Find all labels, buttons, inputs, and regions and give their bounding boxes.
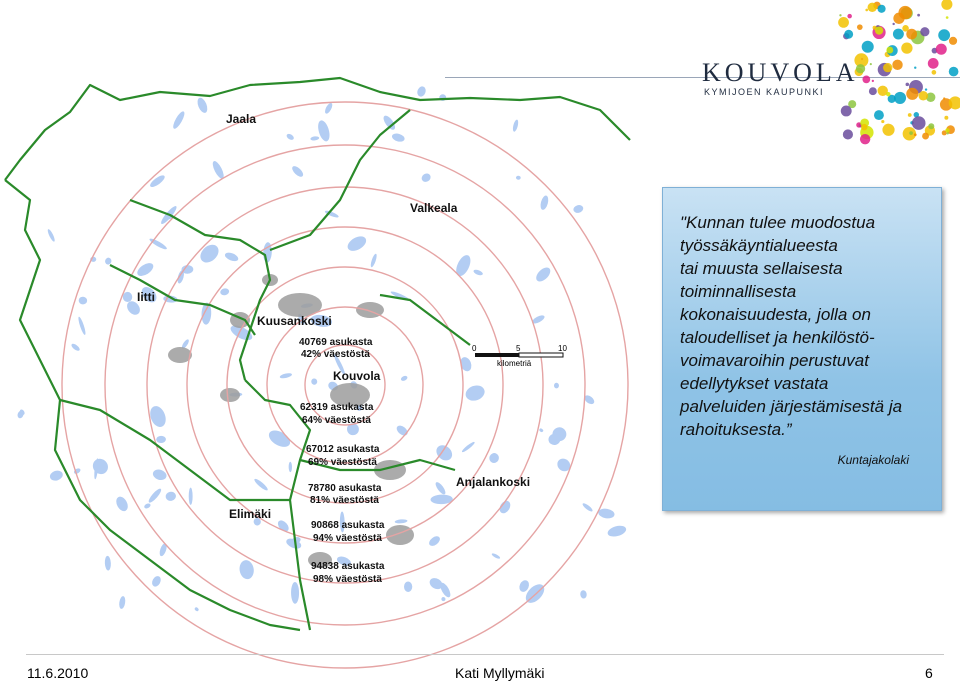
- lake: [49, 469, 64, 482]
- place-label-jaala: Jaala: [226, 112, 257, 126]
- border-line: [60, 400, 290, 500]
- lake: [197, 241, 222, 266]
- lake: [606, 524, 627, 539]
- lake: [582, 502, 594, 513]
- lake: [143, 502, 151, 509]
- lake: [290, 164, 305, 178]
- scale-unit: kilometriä: [497, 359, 532, 368]
- lake: [539, 195, 549, 211]
- lake: [156, 436, 166, 444]
- lake: [104, 556, 111, 571]
- ring-5-share: 94% väestöstä: [313, 533, 382, 544]
- quote-box: [662, 187, 942, 511]
- lake: [512, 119, 519, 132]
- border-line: [245, 380, 310, 630]
- lake: [70, 343, 81, 353]
- lake: [279, 372, 292, 379]
- lake: [196, 96, 210, 114]
- place-label-iitti: Iitti: [137, 290, 155, 304]
- lake: [118, 596, 126, 610]
- place-label-anjalankoski: Anjalankoski: [456, 475, 531, 489]
- lake: [491, 552, 501, 559]
- border-line: [5, 78, 630, 180]
- lake: [289, 462, 292, 472]
- ring-1-population: 40769 asukasta: [299, 337, 373, 348]
- place-label-kuusankoski: Kuusankoski: [257, 314, 332, 328]
- lake: [211, 160, 226, 181]
- ring-6-share: 98% väestöstä: [313, 574, 382, 585]
- lake: [539, 428, 544, 433]
- lake: [171, 110, 186, 130]
- lake: [78, 296, 87, 304]
- logo-name: KOUVOLA: [702, 58, 859, 87]
- border-line: [380, 295, 470, 345]
- ring-4-population: 78780 asukasta: [308, 483, 382, 494]
- lake: [516, 176, 521, 180]
- lake: [291, 582, 299, 604]
- place-label-valkeala: Valkeala: [410, 201, 458, 215]
- lake: [47, 228, 56, 242]
- lake: [461, 441, 476, 454]
- lake: [598, 508, 616, 520]
- ring-6-population: 94838 asukasta: [311, 561, 385, 572]
- scale-start: 0: [472, 344, 477, 353]
- urban-area: [386, 525, 414, 545]
- lake: [220, 287, 230, 296]
- footer-date: 11.6.2010: [27, 665, 89, 681]
- lake: [534, 265, 553, 284]
- quote-text: "Kunnan tulee muodostua työssäkäyntialueesta tai muusta sellaisesta toiminnallisesta kokonaisuudesta, jolla on taloudelliset ja henkilöstö- voimavaroihin perustuvat edellytykset vastata palveluiden järjestämisestä ja rahoituksesta.”: [680, 213, 903, 439]
- lake: [148, 173, 166, 189]
- lake: [311, 378, 318, 385]
- lake: [324, 102, 334, 115]
- lake: [488, 452, 501, 465]
- lake: [194, 607, 199, 612]
- scale-bar: [472, 344, 567, 368]
- footer-author: Kati Myllymäki: [455, 665, 545, 681]
- ring-2-population: 62319 asukasta: [300, 402, 374, 413]
- lake: [370, 253, 378, 268]
- lake: [147, 487, 163, 504]
- lake: [104, 257, 112, 266]
- border-line: [270, 110, 410, 250]
- scale-end: 10: [558, 344, 567, 353]
- lake: [276, 518, 291, 533]
- lake: [554, 383, 559, 389]
- lake: [114, 495, 130, 513]
- lake: [123, 292, 133, 302]
- lake: [286, 133, 295, 141]
- ring-2-share: 64% väestöstä: [302, 415, 371, 426]
- lake: [90, 456, 111, 477]
- scale-mid: 5: [516, 344, 521, 353]
- lake: [404, 581, 412, 592]
- footer-rule: [26, 654, 944, 655]
- ring-5-population: 90868 asukasta: [311, 520, 385, 531]
- lake: [150, 575, 162, 589]
- lake: [453, 253, 473, 278]
- lake: [416, 85, 427, 98]
- ring-3-population: 67012 asukasta: [306, 444, 380, 455]
- lake: [580, 590, 588, 599]
- lake: [473, 269, 484, 277]
- lake: [572, 204, 584, 214]
- lake: [434, 481, 447, 496]
- place-label-elimaki: Elimäki: [229, 507, 272, 521]
- place-label-kouvola: Kouvola: [333, 369, 381, 383]
- lake: [395, 424, 410, 438]
- footer-page-number: 6: [925, 665, 933, 681]
- lake: [391, 132, 406, 143]
- lake: [395, 519, 408, 524]
- urban-area: [220, 388, 240, 402]
- lake: [253, 477, 269, 492]
- lake: [400, 375, 408, 382]
- lake: [224, 251, 240, 263]
- ring-4-share: 81% väestöstä: [310, 495, 379, 506]
- quote-source: Kuntajakolaki: [837, 453, 909, 467]
- lake: [165, 491, 177, 502]
- lake: [345, 233, 368, 253]
- lake: [420, 172, 432, 184]
- logo-subtitle: KYMIJOEN KAUPUNKI: [704, 87, 825, 97]
- lake: [238, 559, 255, 580]
- ring-1-share: 42% väestöstä: [301, 349, 370, 360]
- ring-3-share: 69% väestöstä: [308, 457, 377, 468]
- lake: [77, 316, 87, 335]
- lake: [441, 596, 446, 601]
- lake: [189, 488, 193, 505]
- lake: [310, 136, 319, 141]
- lake: [555, 456, 573, 474]
- lake: [427, 534, 441, 548]
- lake: [464, 383, 487, 403]
